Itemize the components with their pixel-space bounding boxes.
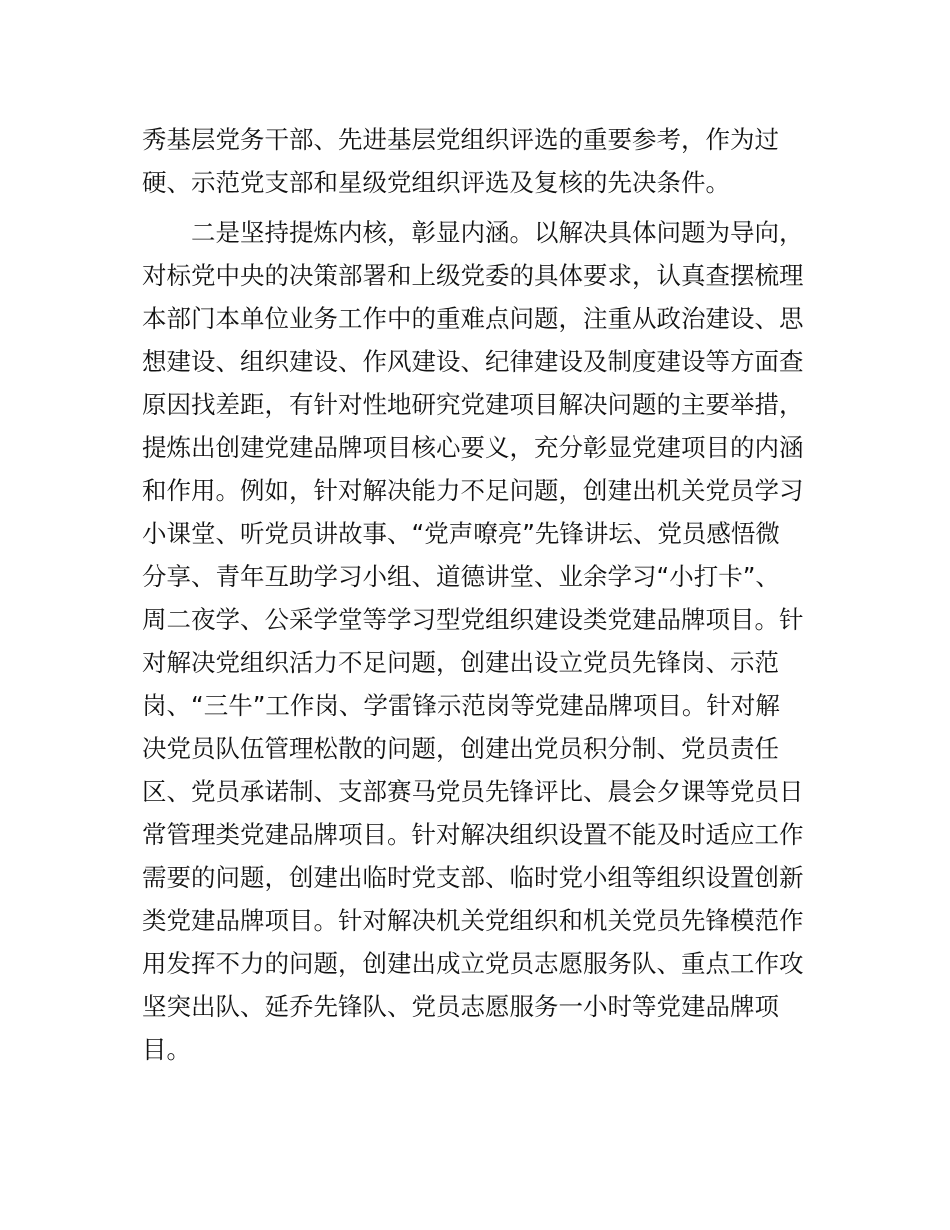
- text-line: 分享、青年互助学习小组、道德讲堂、业余学习“小打卡”、: [142, 562, 780, 591]
- text-line: 对标党中央的决策部署和上级党委的具体要求，认真查摆梳理: [142, 261, 804, 290]
- text-line: 需要的问题，创建出临时党支部、临时党小组等组织设置创新: [142, 863, 804, 892]
- text-line: 硬、示范党支部和星级党组织评选及复核的先决条件。: [142, 168, 730, 197]
- paragraph-1: [142, 118, 822, 204]
- text-line: 类党建品牌项目。针对解决机关党组织和机关党员先锋模范作: [142, 906, 804, 935]
- text-line: 想建设、组织建设、作风建设、纪律建设及制度建设等方面查: [142, 347, 804, 376]
- text-line: 本部门本单位业务工作中的重难点问题，注重从政治建设、思: [142, 304, 804, 333]
- text-line: 常管理类党建品牌项目。针对解决组织设置不能及时适应工作: [142, 820, 804, 849]
- text-line: 周二夜学、公采学堂等学习型党组织建设类党建品牌项目。针: [142, 605, 804, 634]
- text-line: 二是坚持提炼内核，彰显内涵。以解决具体问题为导向，: [142, 218, 804, 247]
- text-line: 秀基层党务干部、先进基层党组织评选的重要参考，作为过: [142, 125, 779, 154]
- text-line: 对解决党组织活力不足问题，创建出设立党员先锋岗、示范: [142, 648, 779, 677]
- text-line: 用发挥不力的问题，创建出成立党员志愿服务队、重点工作攻: [142, 949, 804, 978]
- text-line: 小课堂、听党员讲故事、“党声嘹亮”先锋讲坛、党员感悟微: [142, 519, 780, 548]
- text-line: 和作用。例如，针对解决能力不足问题，创建出机关党员学习: [142, 476, 804, 505]
- text-line: 区、党员承诺制、支部赛马党员先锋评比、晨会夕课等党员日: [142, 777, 804, 806]
- text-line: 提炼出创建党建品牌项目核心要义，充分彰显党建项目的内涵: [142, 433, 804, 462]
- paragraph-2: [142, 211, 822, 1071]
- text-line: 岗、“三牛”工作岗、学雷锋示范岗等党建品牌项目。针对解: [142, 691, 780, 720]
- text-line: 坚突出队、延乔先锋队、党员志愿服务一小时等党建品牌项: [142, 992, 779, 1021]
- text-line: 决党员队伍管理松散的问题，创建出党员积分制、党员责任: [142, 734, 779, 763]
- text-line: 原因找差距，有针对性地研究党建项目解决问题的主要举措，: [142, 390, 804, 419]
- body-text: [142, 118, 822, 1071]
- text-line: 目。: [142, 1035, 191, 1064]
